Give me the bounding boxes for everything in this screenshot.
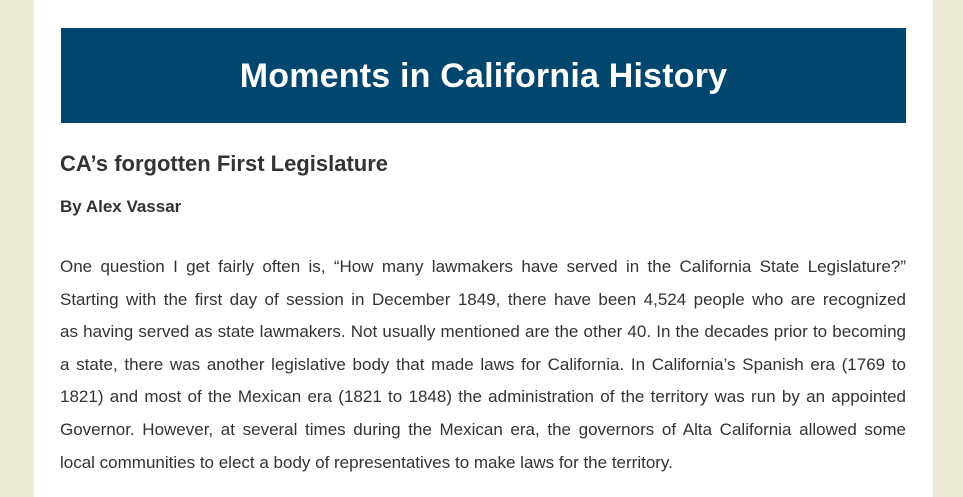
header-banner bbox=[61, 28, 906, 123]
article-body-line: One question I get fairly often is, “How many lawmakers have served in the California State Legislature?” bbox=[60, 257, 906, 276]
article-body-line: Governor. However, at several times during the Mexican era, the governors of Alta California allowed some bbox=[60, 419, 906, 439]
article-body-line: a state, there was another legislative body that made laws for California. In California’s Spanish era (1769 to bbox=[60, 354, 906, 374]
article-headline: CA’s forgotten First Legislature bbox=[60, 151, 389, 176]
article-body-line: Starting with the first day of session in December 1849, there have been 4,524 people who are recognized bbox=[60, 289, 906, 309]
article-body-line: as having served as state lawmakers. Not usually mentioned are the other 40. In the decades prior to becoming bbox=[60, 322, 906, 342]
article-body-line: 1821) and most of the Mexican era (1821 to 1848) the administration of the territory was run by an appointed bbox=[60, 387, 906, 407]
newsletter-page bbox=[34, 0, 933, 497]
article-body bbox=[60, 251, 906, 479]
banner-title: Moments in California History bbox=[239, 57, 728, 95]
article-byline: By Alex Vassar bbox=[60, 197, 182, 216]
article-body-line: local communities to elect a body of representatives to make laws for the territory. bbox=[60, 452, 673, 472]
